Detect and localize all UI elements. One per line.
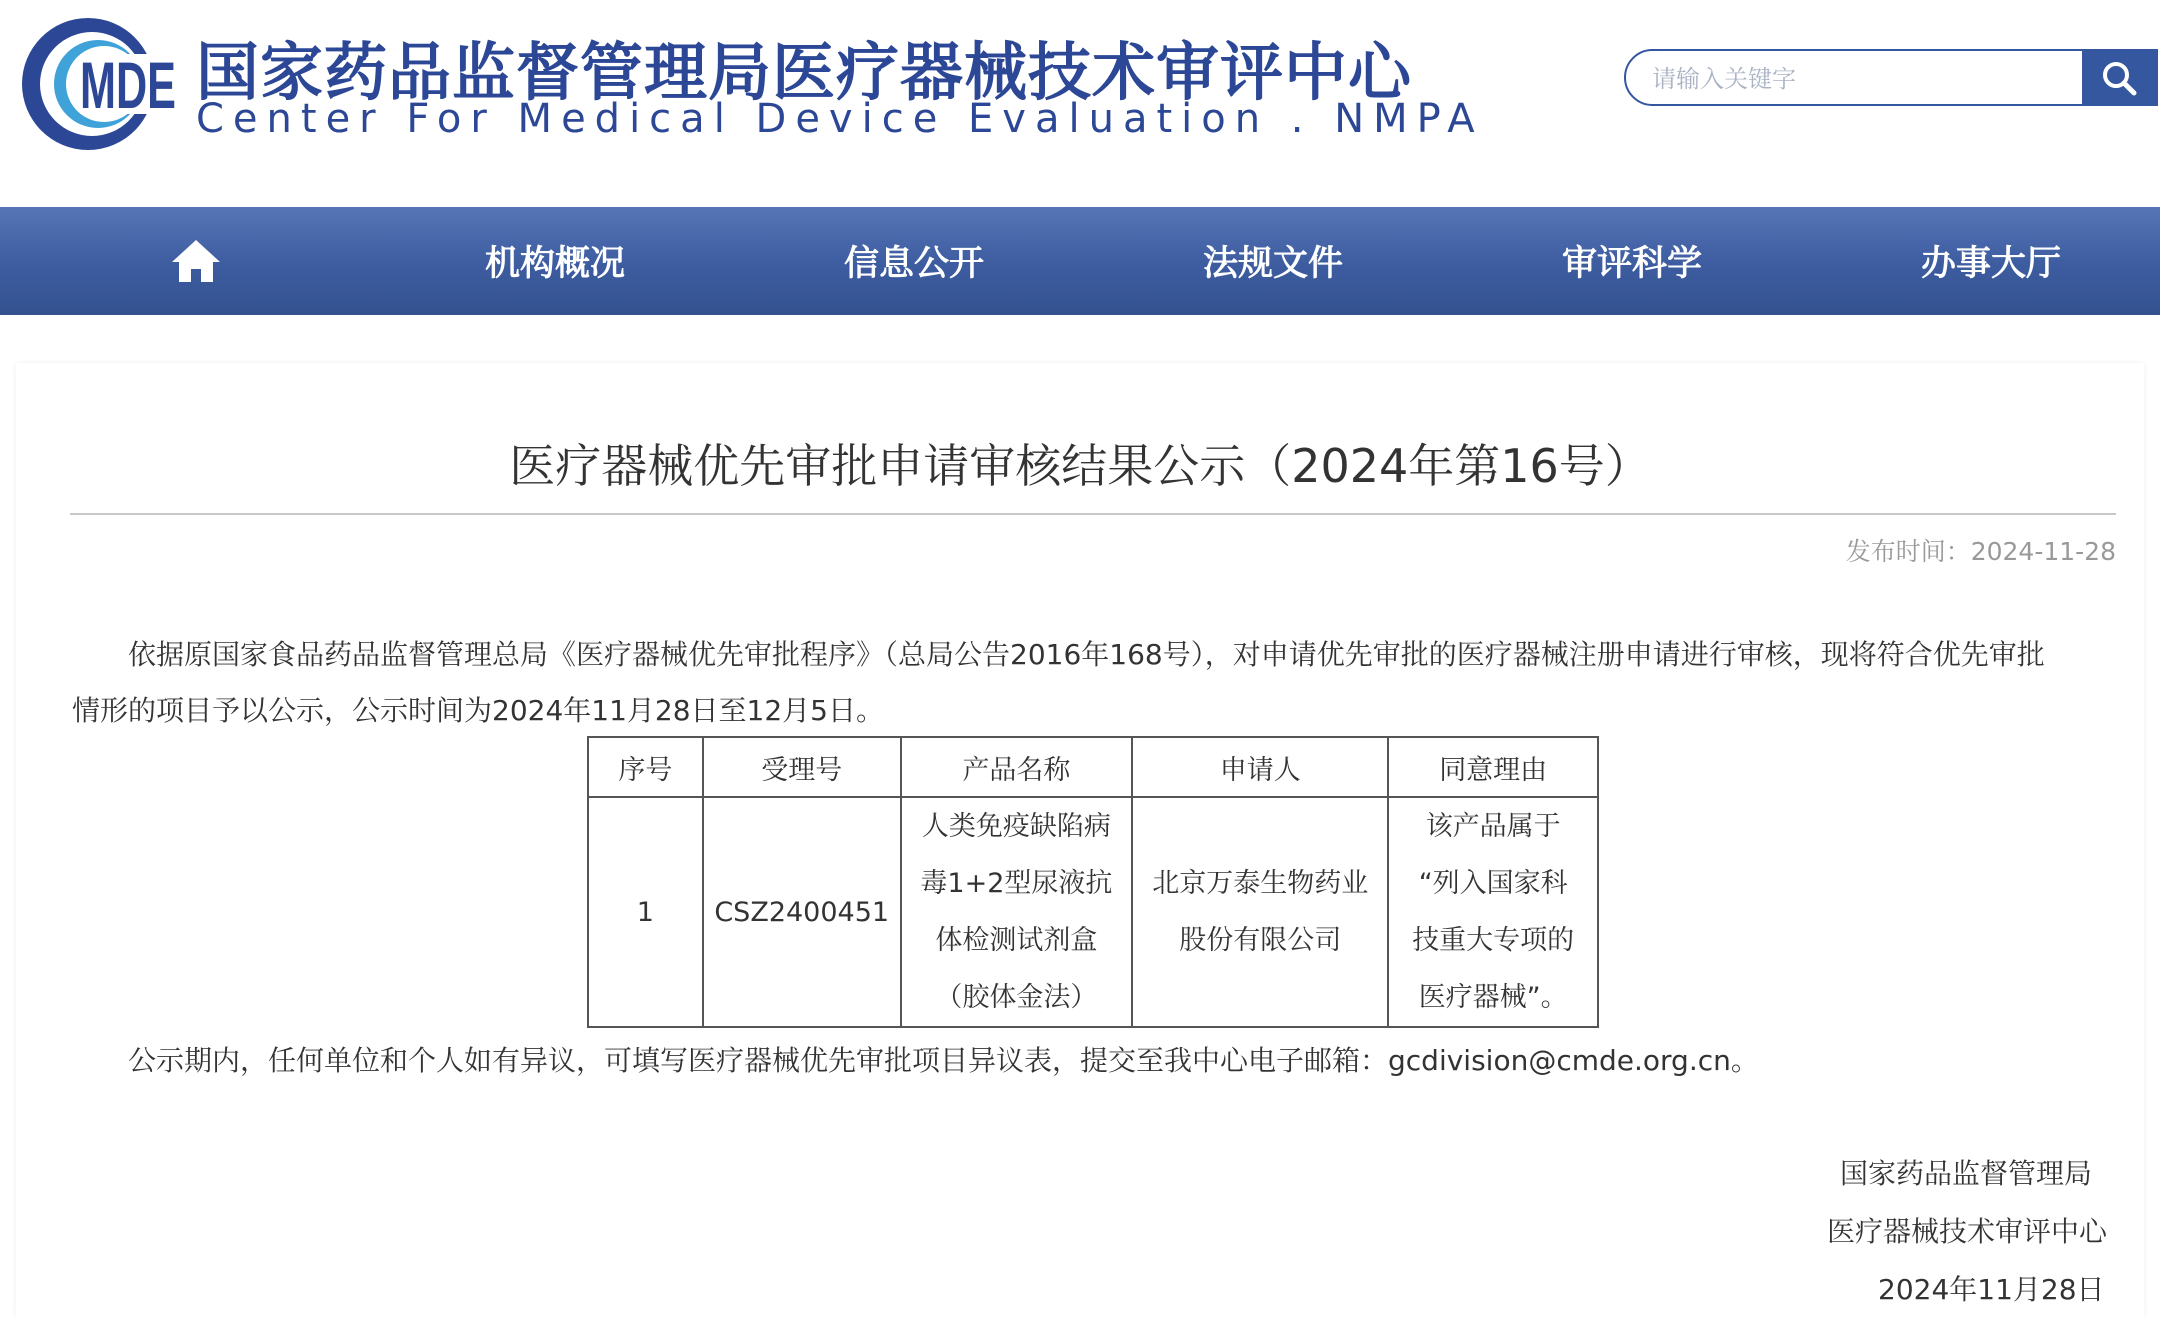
site-header xyxy=(0,0,2160,207)
cmde-logo[interactable] xyxy=(18,14,180,154)
home-icon xyxy=(170,238,222,284)
header-product-name: 产品名称 xyxy=(901,737,1132,797)
nav-home[interactable] xyxy=(26,207,366,315)
intro-paragraph-line1: 依据原国家食品药品监督管理总局《医疗器械优先审批程序》（总局公告2016年168号），对申请优先审批的医疗器械注册申请进行审核，现将符合优先审批 xyxy=(128,638,2045,671)
product-name-line: 体检测试剂盒 xyxy=(935,925,1098,956)
cell-applicant xyxy=(1132,797,1388,1027)
table-row xyxy=(588,797,1598,1027)
nav-service-hall[interactable]: 办事大厅 xyxy=(1920,244,2061,284)
header-index: 序号 xyxy=(588,737,703,797)
header-applicant: 申请人 xyxy=(1132,737,1388,797)
header-reason: 同意理由 xyxy=(1388,737,1598,797)
nav-about[interactable]: 机构概况 xyxy=(484,244,625,284)
search-icon xyxy=(2100,59,2138,97)
article-title: 医疗器械优先审批申请审核结果公示（2024年第16号） xyxy=(509,439,1651,493)
applicant-line: 北京万泰生物药业 xyxy=(1152,868,1369,899)
site-title[interactable]: 国家药品监督管理局医疗器械技术审评中心 xyxy=(196,35,1412,109)
signature-org-line2: 医疗器械技术审评中心 xyxy=(1827,1215,2108,1248)
result-table xyxy=(587,736,1599,1028)
product-name-line: 人类免疫缺陷病 xyxy=(921,811,1111,842)
product-name-line: 毒1+2型尿液抗 xyxy=(920,868,1113,899)
intro-paragraph-line2: 情形的项目予以公示，公示时间为2024年11月28日至12月5日。 xyxy=(72,694,884,727)
table-header-row xyxy=(588,737,1598,797)
cell-product-name xyxy=(901,797,1132,1027)
main-nav xyxy=(0,207,2160,315)
nav-review-science[interactable]: 审评科学 xyxy=(1561,244,1702,284)
reason-line: 医疗器械”。 xyxy=(1418,982,1568,1013)
cell-reason xyxy=(1388,797,1598,1027)
search-box xyxy=(1624,49,2158,106)
product-name-line: （胶体金法） xyxy=(935,982,1098,1013)
search-input[interactable] xyxy=(1650,51,2094,106)
reason-line: 该产品属于 xyxy=(1425,811,1561,842)
search-button[interactable] xyxy=(2082,51,2156,104)
signature-org-line1: 国家药品监督管理局 xyxy=(1840,1157,2093,1190)
cell-index: 1 xyxy=(588,797,703,1027)
publish-date: 发布时间：2024-11-28 xyxy=(1845,537,2116,566)
nav-regulations[interactable]: 法规文件 xyxy=(1202,244,1343,284)
nav-info-disclosure[interactable]: 信息公开 xyxy=(843,244,984,284)
header-acceptance-no: 受理号 xyxy=(703,737,901,797)
logo-badge-text: MDE xyxy=(80,48,176,122)
objection-paragraph: 公示期内，任何单位和个人如有异议，可填写医疗器械优先审批项目异议表，提交至我中心电子邮箱：gcdivision@cmde.org.cn。 xyxy=(128,1044,1759,1077)
reason-line: “列入国家科 xyxy=(1418,868,1568,899)
cell-acceptance-no: CSZ2400451 xyxy=(703,797,901,1027)
site-subtitle: Center For Medical Device Evaluation . NMPA xyxy=(196,96,1484,142)
title-divider xyxy=(70,513,2116,515)
signature-date: 2024年11月28日 xyxy=(1878,1273,2105,1306)
reason-line: 技重大专项的 xyxy=(1412,925,1575,956)
applicant-line: 股份有限公司 xyxy=(1179,925,1342,956)
